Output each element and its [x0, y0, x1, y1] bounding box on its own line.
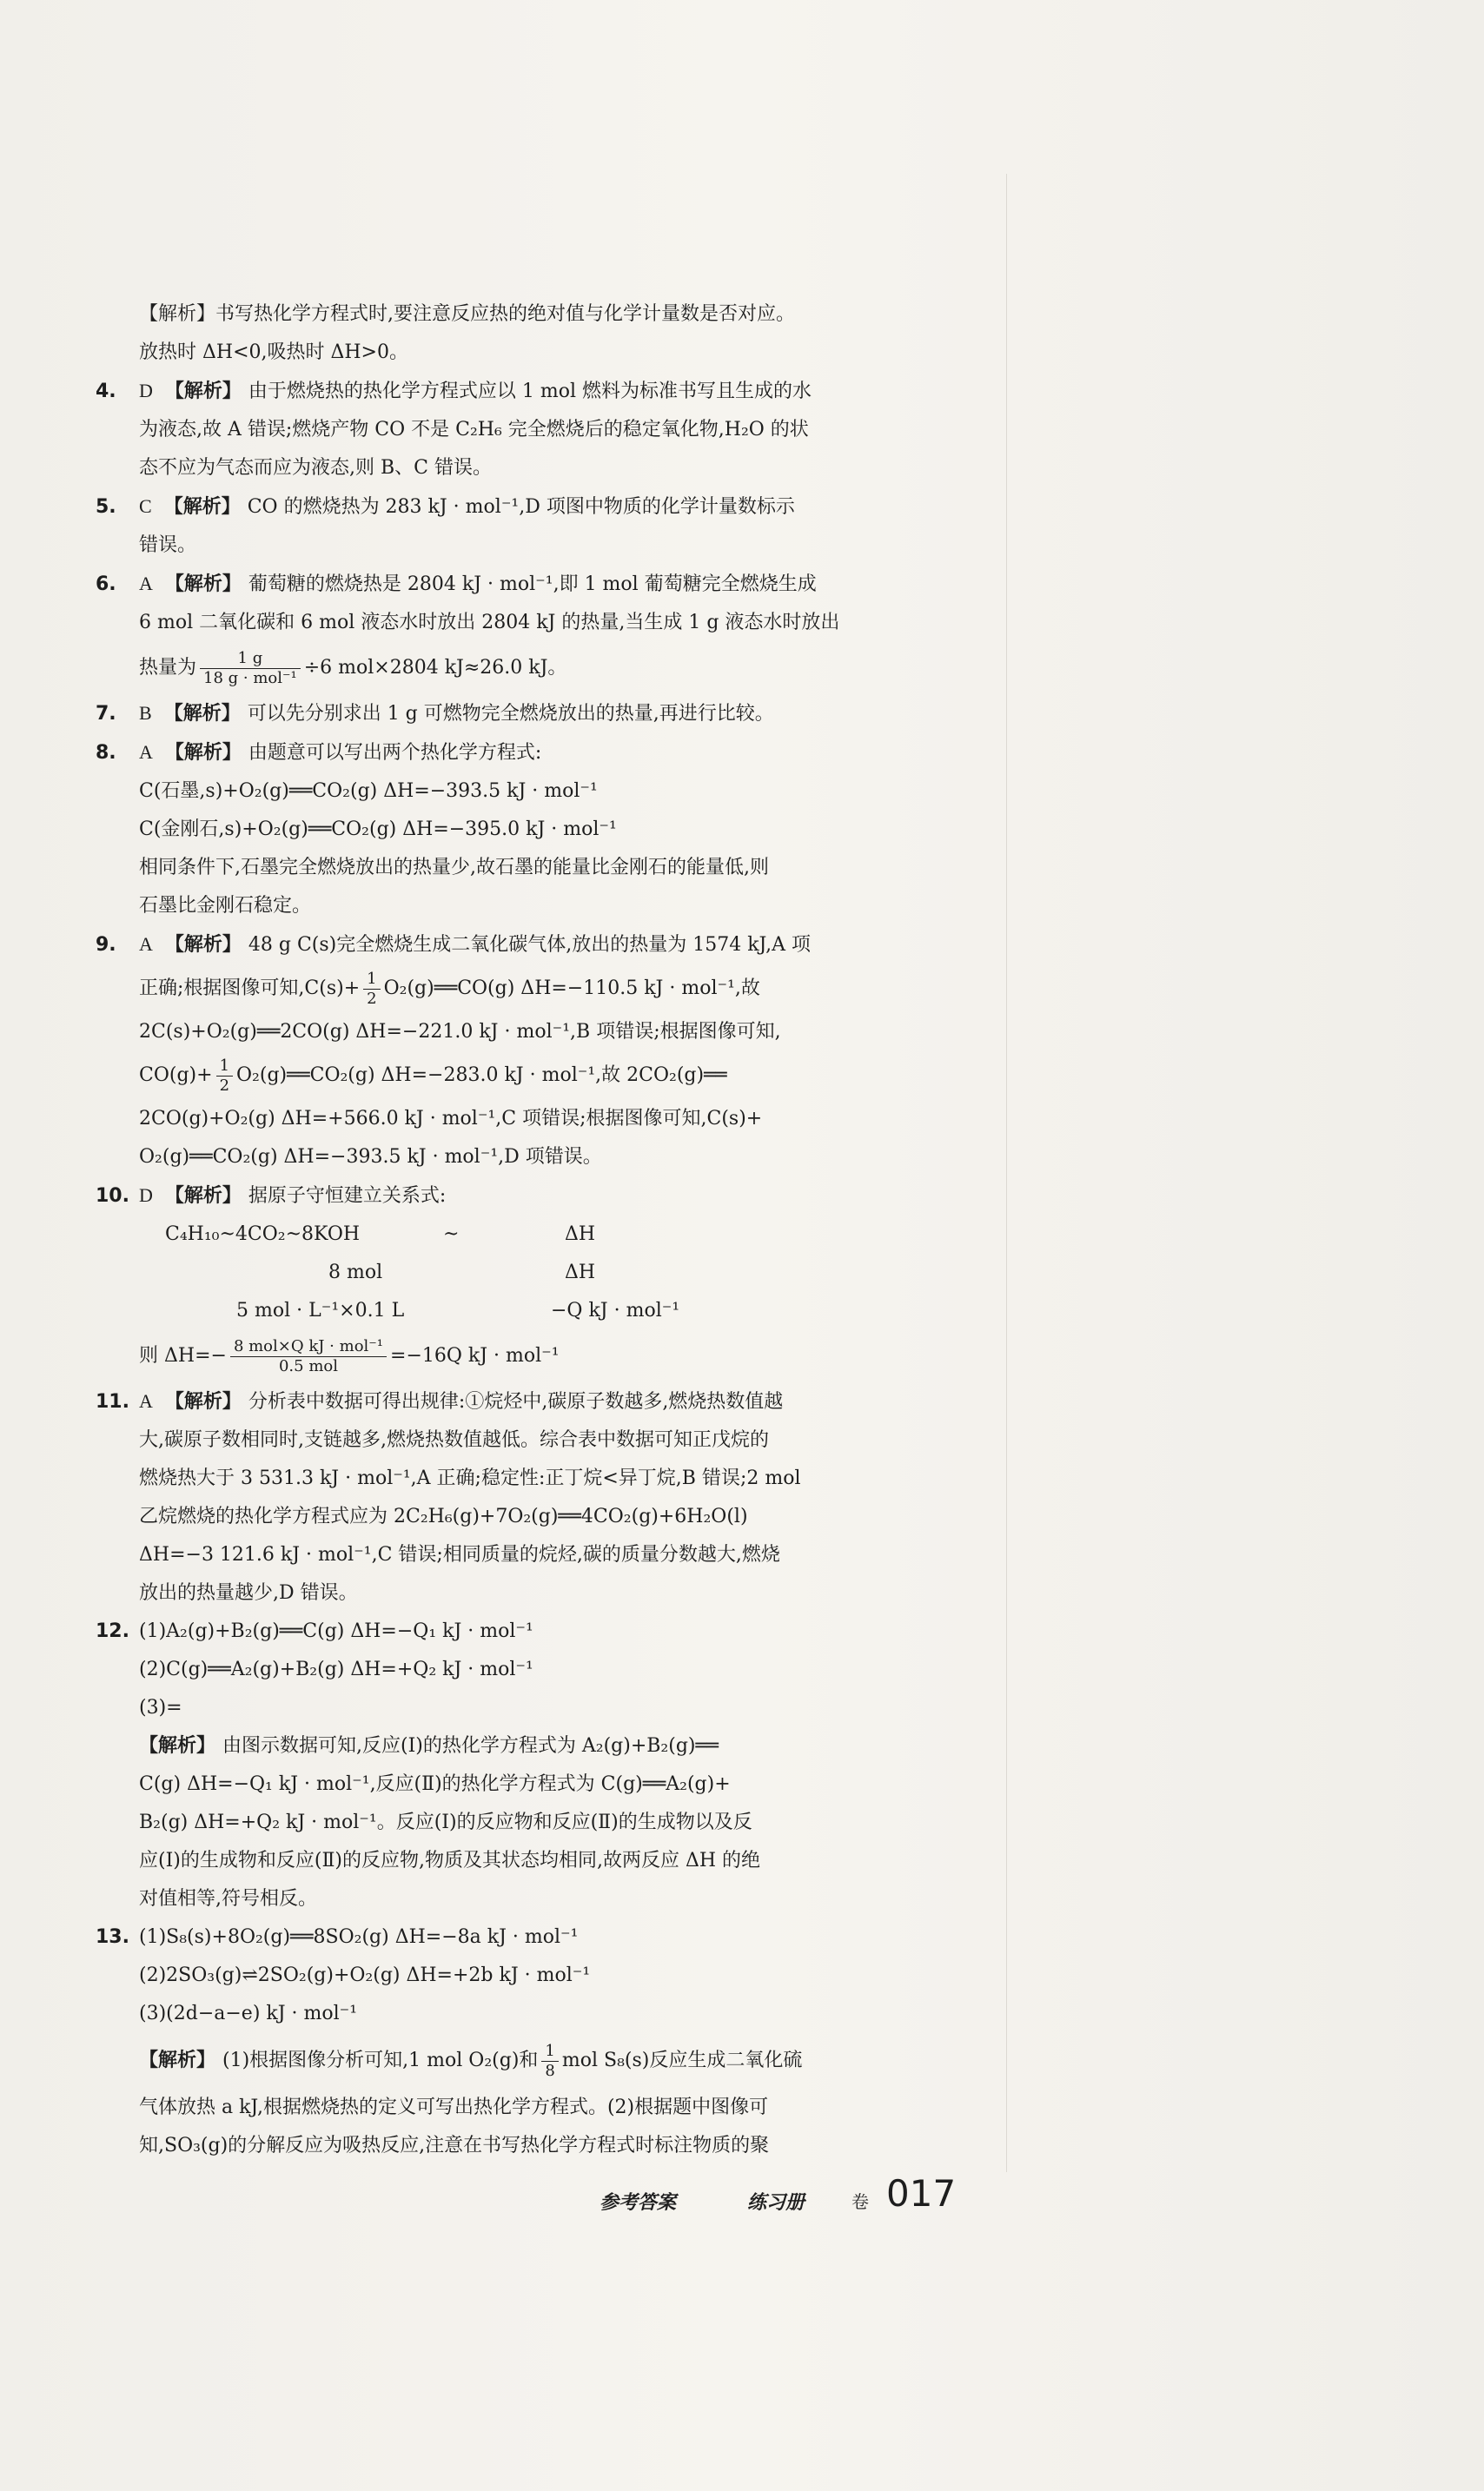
text-line: 态不应为气态而应为液态,则 B、C 错误。	[139, 457, 492, 479]
question-number: 9.	[96, 934, 116, 956]
text-line: 48 g C(s)完全燃烧生成二氧化碳气体,放出的热量为 1574 kJ,A 项	[248, 934, 811, 956]
text-line: 大,碳原子数相同时,支链越多,燃烧热数值越低。综合表中数据可知正戊烷的	[139, 1429, 769, 1451]
text-line: O₂(g)══CO₂(g) ΔH=−393.5 kJ · mol⁻¹,D 项错误。	[139, 1146, 602, 1168]
fraction-denominator: 0.5 mol	[278, 1356, 338, 1375]
relation-row	[96, 1254, 930, 1292]
fraction-numerator: 1 g	[200, 649, 301, 669]
fraction-denominator: 18 g · mol⁻¹	[203, 668, 297, 687]
analysis-tag: 【解析】	[164, 934, 242, 956]
answer-letter: D	[139, 1184, 153, 1206]
text-line: 石墨比金刚石稳定。	[139, 895, 312, 917]
question-9	[96, 925, 930, 964]
text-span: O₂(g)══CO(g) ΔH=−110.5 kJ · mol⁻¹,故	[383, 977, 760, 999]
answer-letter: D	[139, 380, 153, 401]
text-line: 知,SO₃(g)的分解反应为吸热反应,注意在书写热化学方程式时标注物质的聚	[139, 2135, 770, 2156]
text-line: 放热时 ΔH<0,吸热时 ΔH>0。	[139, 341, 408, 363]
text-line: 据原子守恒建立关系式:	[248, 1185, 447, 1207]
relation-cell: 8 mol	[328, 1262, 383, 1283]
question-number: 7.	[96, 703, 116, 725]
text-span: 由图示数据可知,反应(Ⅰ)的热化学方程式为 A₂(g)+B₂(g)══	[222, 1735, 719, 1757]
text-line	[96, 964, 930, 1013]
text-span: ÷6 mol×2804 kJ≈26.0 kJ。	[303, 657, 567, 679]
text-line: 为液态,故 A 错误;燃烧产物 CO 不是 C₂H₆ 完全燃烧后的稳定氧化物,H₂O 的状	[139, 419, 809, 441]
text-span: 热量为	[139, 657, 197, 679]
text-line: 6 mol 二氧化碳和 6 mol 液态水时放出 2804 kJ 的热量,当生成 1 g 液态水时放出	[139, 612, 840, 633]
text-span: =−16Q kJ · mol⁻¹	[390, 1345, 560, 1367]
analysis-tag: 【解析】	[164, 573, 242, 595]
text-line: ΔH=−3 121.6 kJ · mol⁻¹,C 错误;相同质量的烷烃,碳的质量分数越大,燃烧	[139, 1544, 780, 1566]
analysis-tag: 【解析】	[164, 1391, 242, 1413]
fraction-denominator: 8	[545, 2061, 555, 2080]
equation-line: (2)C(g)══A₂(g)+B₂(g) ΔH=+Q₂ kJ · mol⁻¹	[139, 1659, 533, 1680]
analysis-tag: 【解析】	[139, 1735, 216, 1757]
relation-row	[96, 1292, 930, 1330]
question-number: 6.	[96, 573, 116, 595]
fraction	[200, 649, 301, 688]
fraction-numerator: 8 mol×Q kJ · mol⁻¹	[230, 1337, 387, 1357]
text-line: 放出的热量越少,D 错误。	[139, 1582, 358, 1604]
answer-letter: C	[139, 495, 152, 517]
fraction-denominator: 2	[219, 1076, 230, 1095]
answer-letter: A	[139, 1390, 153, 1412]
text-line: 由于燃烧热的热化学方程式应以 1 mol 燃料为标准书写且生成的水	[248, 381, 812, 402]
text-line: 可以先分别求出 1 g 可燃物完全燃烧放出的热量,再进行比较。	[247, 703, 774, 725]
analysis-tag: 【解析】	[163, 703, 241, 725]
text-line: (3)(2d−a−e) kJ · mol⁻¹	[139, 2003, 358, 2024]
fraction	[541, 2042, 558, 2081]
text-line: 错误。	[139, 534, 197, 556]
question-number: 13.	[96, 1926, 129, 1948]
question-number: 10.	[96, 1185, 129, 1207]
text-span: (1)根据图像分析可知,1 mol O₂(g)和	[222, 2050, 539, 2071]
fraction	[363, 970, 380, 1009]
text-line: 相同条件下,石墨完全燃烧放出的热量少,故石墨的能量比金刚石的能量低,则	[139, 857, 769, 878]
text-span: O₂(g)══CO₂(g) ΔH=−283.0 kJ · mol⁻¹,故 2CO₂(g)══	[236, 1064, 727, 1086]
text-line: (3)=	[139, 1697, 182, 1719]
analysis-tag: 【解析】	[163, 496, 241, 518]
analysis-tag: 【解析】	[164, 1185, 242, 1207]
text-span: CO(g)+	[139, 1064, 213, 1086]
text-line: 乙烷燃烧的热化学方程式应为 2C₂H₆(g)+7O₂(g)══4CO₂(g)+6H₂O(l)	[139, 1506, 748, 1527]
footer-label-answers: 参考答案	[600, 2192, 677, 2214]
answer-letter: A	[139, 573, 153, 594]
relation-row	[96, 1216, 930, 1254]
relation-cell: ΔH	[565, 1223, 596, 1245]
answer-letter: A	[139, 741, 153, 763]
text-span: 则 ΔH=−	[139, 1345, 227, 1367]
analysis-tag: 【解析】	[164, 381, 242, 402]
text-line	[96, 642, 930, 694]
text-span: 正确;根据图像可知,C(s)+	[139, 977, 361, 999]
text-line: 分析表中数据可得出规律:①烷烃中,碳原子数越多,燃烧热数值越	[248, 1391, 784, 1413]
question-12	[96, 1613, 930, 1651]
question-number: 5.	[96, 496, 116, 518]
question-4	[96, 372, 930, 411]
analysis-tag: 【解析】	[139, 2050, 216, 2071]
question-number: 11.	[96, 1391, 129, 1413]
text-line	[96, 1330, 930, 1382]
equation-line: C(金刚石,s)+O₂(g)══CO₂(g) ΔH=−395.0 kJ · mol⁻¹	[139, 818, 617, 840]
fraction-numerator: 1	[363, 970, 380, 990]
text-line: 2C(s)+O₂(g)══2CO(g) ΔH=−221.0 kJ · mol⁻¹,B 项错误;根据图像可知,	[139, 1021, 781, 1043]
text-line: C(g) ΔH=−Q₁ kJ · mol⁻¹,反应(Ⅱ)的热化学方程式为 C(g)══A₂(g)+	[139, 1773, 731, 1795]
question-7	[96, 694, 930, 733]
footer-label-volume: 卷	[851, 2191, 869, 2212]
equation-line: (2)2SO₃(g)⇌2SO₂(g)+O₂(g) ΔH=+2b kJ · mol⁻¹	[139, 1964, 591, 1986]
fraction	[216, 1057, 233, 1096]
fraction-numerator: 1	[541, 2042, 558, 2062]
page-number: 017	[886, 2172, 957, 2215]
question-8	[96, 733, 930, 772]
analysis-tag: 【解析】	[164, 742, 242, 764]
text-line: 对值相等,符号相反。	[139, 1888, 317, 1910]
question-6	[96, 565, 930, 604]
footer-label-workbook: 练习册	[747, 2192, 805, 2214]
text-span: mol S₈(s)反应生成二氧化硫	[561, 2050, 803, 2071]
text-line: 应(Ⅰ)的生成物和反应(Ⅱ)的反应物,物质及其状态均相同,故两反应 ΔH 的绝	[139, 1850, 761, 1872]
question-10	[96, 1176, 930, 1216]
relation-cell: −Q kJ · mol⁻¹	[551, 1300, 680, 1322]
text-line: 2CO(g)+O₂(g) ΔH=+566.0 kJ · mol⁻¹,C 项错误;根据图像可知,C(s)+	[139, 1108, 763, 1130]
text-line: B₂(g) ΔH=+Q₂ kJ · mol⁻¹。反应(Ⅰ)的反应物和反应(Ⅱ)的生成物以及反	[139, 1812, 752, 1833]
equation-line: C(石墨,s)+O₂(g)══CO₂(g) ΔH=−393.5 kJ · mol⁻¹	[139, 780, 598, 802]
equation-line: (1)S₈(s)+8O₂(g)══8SO₂(g) ΔH=−8a kJ · mol⁻¹	[139, 1926, 579, 1948]
question-number: 4.	[96, 381, 116, 402]
text-line: 【解析】书写热化学方程式时,要注意反应热的绝对值与化学计量数是否对应。	[139, 303, 795, 325]
equation-line: (1)A₂(g)+B₂(g)══C(g) ΔH=−Q₁ kJ · mol⁻¹	[139, 1620, 533, 1642]
fraction-denominator: 2	[367, 989, 377, 1008]
page-footer	[600, 2172, 957, 2224]
text-line: 葡萄糖的燃烧热是 2804 kJ · mol⁻¹,即 1 mol 葡萄糖完全燃烧生成	[248, 573, 817, 595]
question-13	[96, 1918, 930, 1957]
relation-cell: 5 mol · L⁻¹×0.1 L	[236, 1300, 405, 1322]
page-fold-line	[1006, 174, 1007, 2172]
text-line	[96, 1727, 930, 1766]
answer-content	[96, 295, 930, 2165]
relation-cell: ~	[443, 1223, 460, 1245]
relation-cell: ΔH	[565, 1262, 596, 1283]
text-line	[96, 1051, 930, 1100]
text-line	[96, 2033, 930, 2089]
answer-letter: A	[139, 933, 153, 955]
fraction-numerator: 1	[216, 1057, 233, 1077]
question-5	[96, 487, 930, 527]
text-line: 气体放热 a kJ,根据燃烧热的定义可写出热化学方程式。(2)根据题中图像可	[139, 2097, 769, 2118]
question-number: 12.	[96, 1620, 129, 1642]
question-11	[96, 1382, 930, 1421]
relation-cell: C₄H₁₀~4CO₂~8KOH	[165, 1223, 361, 1245]
text-line: 由题意可以写出两个热化学方程式:	[248, 742, 542, 764]
question-number: 8.	[96, 742, 116, 764]
fraction	[230, 1337, 387, 1376]
answer-letter: B	[139, 702, 152, 724]
text-line: CO 的燃烧热为 283 kJ · mol⁻¹,D 项图中物质的化学计量数标示	[247, 496, 795, 518]
text-line: 燃烧热大于 3 531.3 kJ · mol⁻¹,A 正确;稳定性:正丁烷<异丁烷,B 错误;2 mol	[139, 1467, 801, 1489]
